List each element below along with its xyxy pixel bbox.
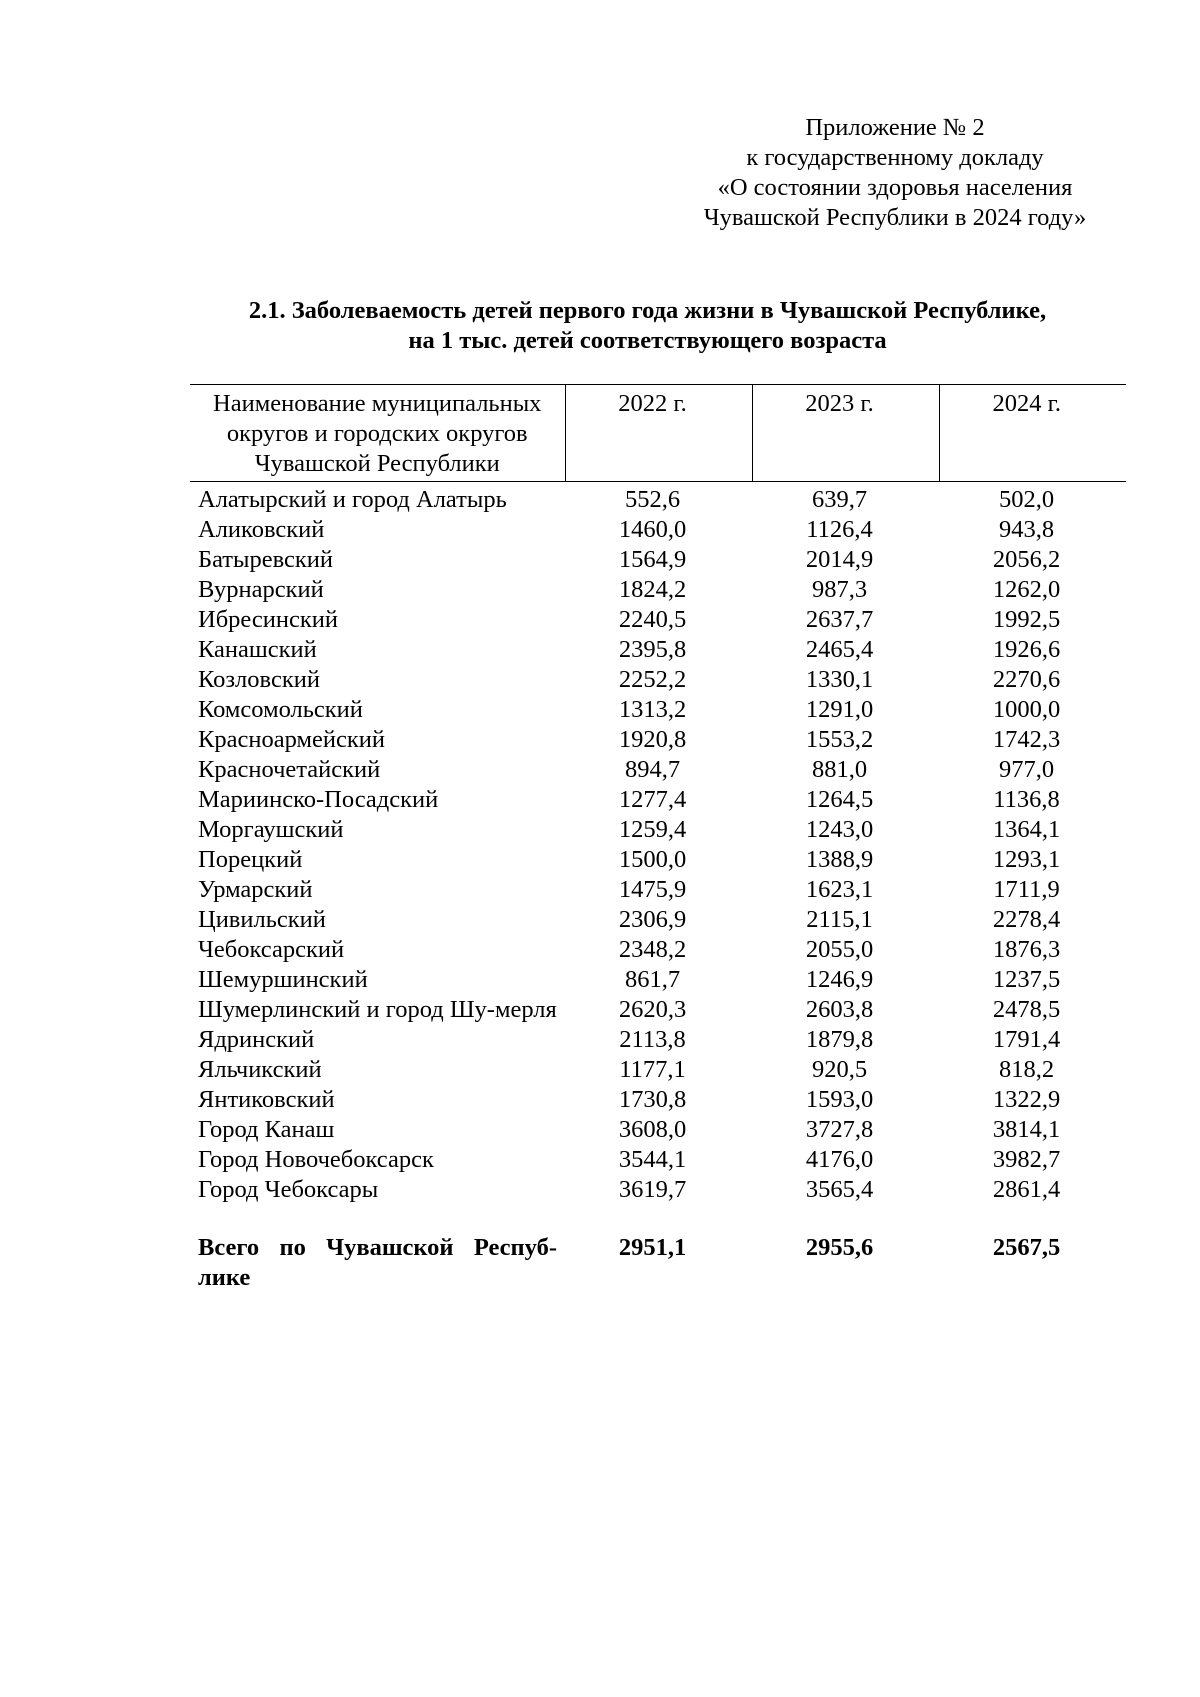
table-row <box>190 785 1126 815</box>
cell-value-2022: 1824,2 <box>618 576 687 603</box>
cell-value-2024: 2567,5 <box>992 1234 1061 1261</box>
cell-value-2024: 2861,4 <box>992 1176 1061 1203</box>
cell-municipality: Янтиковский <box>198 1086 335 1113</box>
table-row <box>190 875 1126 905</box>
cell-value-2024: 1237,5 <box>992 966 1061 993</box>
appendix-line: к государственному докладу <box>746 144 1044 171</box>
table-row <box>190 755 1126 785</box>
cell-municipality: Город Канаш <box>198 1116 335 1143</box>
table-row <box>190 482 1126 516</box>
cell-value-2024: 3814,1 <box>992 1116 1061 1143</box>
cell-municipality: Комсомольский <box>198 696 363 723</box>
table-row <box>190 995 1126 1025</box>
appendix-line: Чувашской Республики в 2024 году» <box>703 204 1087 231</box>
cell-municipality: Красноармейский <box>198 726 385 753</box>
table-row <box>190 965 1126 995</box>
cell-value-2023: 1330,1 <box>805 666 874 693</box>
table-row <box>190 1055 1126 1085</box>
cell-value-2023: 1126,4 <box>806 516 873 543</box>
cell-value-2023: 2465,4 <box>805 636 874 663</box>
table-row <box>190 815 1126 845</box>
cell-municipality: Козловский <box>198 666 320 693</box>
cell-municipality: Порецкий <box>198 846 303 873</box>
cell-municipality: Алатырский и город Алатырь <box>198 486 507 513</box>
table-row <box>190 1145 1126 1175</box>
cell-value-2022: 2113,8 <box>619 1026 686 1053</box>
table-row <box>190 695 1126 725</box>
cell-value-2023: 1264,5 <box>805 786 874 813</box>
cell-value-2024: 1992,5 <box>992 606 1061 633</box>
table-body <box>190 482 1126 1294</box>
cell-value-2022: 1500,0 <box>618 846 687 873</box>
cell-municipality: Батыревский <box>198 546 334 573</box>
cell-value-2024: 1364,1 <box>992 816 1061 843</box>
cell-value-2023: 1243,0 <box>805 816 874 843</box>
title-line-2: на 1 тыс. детей соответствующего возраста <box>408 327 887 354</box>
cell-municipality: Мариинско-Посадский <box>198 786 439 813</box>
cell-value-2022: 1730,8 <box>618 1086 687 1113</box>
cell-value-2024: 1711,9 <box>993 876 1060 903</box>
cell-municipality: Шумерлинский и город Шу-мерля <box>198 996 557 1023</box>
cell-value-2024: 1926,6 <box>992 636 1061 663</box>
cell-value-2022: 3619,7 <box>618 1176 687 1203</box>
cell-municipality: Ядринский <box>198 1026 315 1053</box>
table-row <box>190 1115 1126 1145</box>
cell-value-2024: 1742,3 <box>992 726 1061 753</box>
cell-value-2023: 2014,9 <box>805 546 874 573</box>
cell-municipality: Ибресинский <box>198 606 338 633</box>
cell-value-2022: 2348,2 <box>618 936 687 963</box>
morbidity-table <box>190 384 1126 1293</box>
cell-municipality: Моргаушский <box>198 816 344 843</box>
cell-value-2024: 1791,4 <box>992 1026 1061 1053</box>
total-row <box>190 1205 1126 1293</box>
cell-value-2024: 1000,0 <box>992 696 1061 723</box>
cell-value-2022: 2240,5 <box>618 606 687 633</box>
cell-municipality: Цивильский <box>198 906 326 933</box>
cell-value-2022: 2620,3 <box>618 996 687 1023</box>
table-row <box>190 575 1126 605</box>
cell-value-2022: 3608,0 <box>618 1116 687 1143</box>
cell-value-2024: 1322,9 <box>992 1086 1061 1113</box>
cell-value-2022: 1277,4 <box>618 786 687 813</box>
table-row <box>190 635 1126 665</box>
cell-value-2023: 639,7 <box>811 486 868 513</box>
cell-value-2023: 2055,0 <box>805 936 874 963</box>
cell-value-2024: 977,0 <box>998 756 1055 783</box>
cell-value-2022: 1259,4 <box>618 816 687 843</box>
cell-value-2023: 2637,7 <box>805 606 874 633</box>
title-line-1: 2.1. Заболеваемость детей первого года жизни в Чувашской Республике, <box>248 297 1047 324</box>
cell-municipality: Аликовский <box>198 516 325 543</box>
header-2022: 2022 г. <box>565 385 752 482</box>
table-row <box>190 1175 1126 1205</box>
cell-value-2022: 861,7 <box>624 966 681 993</box>
cell-value-2022: 2252,2 <box>618 666 687 693</box>
table-row <box>190 905 1126 935</box>
table-header-row <box>190 385 1126 482</box>
cell-value-2024: 1293,1 <box>992 846 1061 873</box>
cell-value-2024: 2278,4 <box>992 906 1061 933</box>
cell-municipality: Вурнарский <box>198 576 324 603</box>
cell-value-2024: 502,0 <box>998 486 1055 513</box>
cell-value-2023: 920,5 <box>811 1056 868 1083</box>
cell-value-2024: 818,2 <box>998 1056 1055 1083</box>
cell-value-2022: 2395,8 <box>618 636 687 663</box>
cell-value-2023: 1246,9 <box>805 966 874 993</box>
cell-value-2024: 943,8 <box>998 516 1055 543</box>
cell-value-2024: 1262,0 <box>992 576 1061 603</box>
table-row <box>190 1085 1126 1115</box>
cell-value-2024: 2478,5 <box>992 996 1061 1023</box>
table-row <box>190 515 1126 545</box>
cell-value-2023: 2603,8 <box>805 996 874 1023</box>
cell-value-2023: 3727,8 <box>805 1116 874 1143</box>
cell-value-2023: 881,0 <box>811 756 868 783</box>
cell-value-2024: 2270,6 <box>992 666 1061 693</box>
table-row <box>190 605 1126 635</box>
cell-value-2023: 4176,0 <box>805 1146 874 1173</box>
cell-value-2022: 552,6 <box>624 486 681 513</box>
cell-value-2024: 1876,3 <box>992 936 1061 963</box>
table-row <box>190 545 1126 575</box>
cell-municipality: Урмарский <box>198 876 313 903</box>
appendix-note <box>650 113 1140 233</box>
cell-municipality: Всего по Чувашской Респуб-лике <box>198 1234 557 1291</box>
cell-value-2023: 1291,0 <box>805 696 874 723</box>
table-row <box>190 935 1126 965</box>
cell-value-2024: 2056,2 <box>992 546 1061 573</box>
cell-value-2022: 3544,1 <box>618 1146 687 1173</box>
cell-municipality: Город Новочебоксарск <box>198 1146 434 1173</box>
cell-value-2023: 1553,2 <box>805 726 874 753</box>
appendix-line: «О состоянии здоровья населения <box>717 174 1073 201</box>
header-municipality: Наименование муниципальных округов и городских округов Чувашской Республики <box>190 385 565 482</box>
table-row <box>190 1025 1126 1055</box>
cell-value-2023: 1593,0 <box>805 1086 874 1113</box>
cell-municipality: Канашский <box>198 636 317 663</box>
header-2024: 2024 г. <box>939 385 1126 482</box>
cell-value-2023: 987,3 <box>811 576 868 603</box>
cell-value-2024: 3982,7 <box>992 1146 1061 1173</box>
cell-municipality: Чебоксарский <box>198 936 345 963</box>
cell-value-2022: 1564,9 <box>618 546 687 573</box>
cell-value-2022: 1460,0 <box>618 516 687 543</box>
cell-value-2022: 894,7 <box>624 756 681 783</box>
cell-value-2023: 3565,4 <box>805 1176 874 1203</box>
cell-value-2023: 1388,9 <box>805 846 874 873</box>
cell-value-2022: 2951,1 <box>618 1234 687 1261</box>
cell-value-2023: 2955,6 <box>805 1234 874 1261</box>
cell-value-2022: 2306,9 <box>618 906 687 933</box>
cell-value-2022: 1920,8 <box>618 726 687 753</box>
cell-value-2022: 1313,2 <box>618 696 687 723</box>
cell-value-2022: 1177,1 <box>619 1056 686 1083</box>
header-2023: 2023 г. <box>752 385 939 482</box>
table-row <box>190 845 1126 875</box>
cell-municipality: Яльчикский <box>198 1056 322 1083</box>
cell-value-2022: 1475,9 <box>618 876 687 903</box>
appendix-line: Приложение № 2 <box>805 114 985 141</box>
cell-municipality: Красночетайский <box>198 756 381 783</box>
table-title <box>180 296 1115 356</box>
cell-value-2024: 1136,8 <box>993 786 1060 813</box>
cell-value-2023: 1879,8 <box>805 1026 874 1053</box>
cell-municipality: Город Чебоксары <box>198 1176 379 1203</box>
table-row <box>190 665 1126 695</box>
table-row <box>190 725 1126 755</box>
cell-value-2023: 1623,1 <box>805 876 874 903</box>
cell-municipality: Шемуршинский <box>198 966 368 993</box>
cell-value-2023: 2115,1 <box>806 906 873 933</box>
